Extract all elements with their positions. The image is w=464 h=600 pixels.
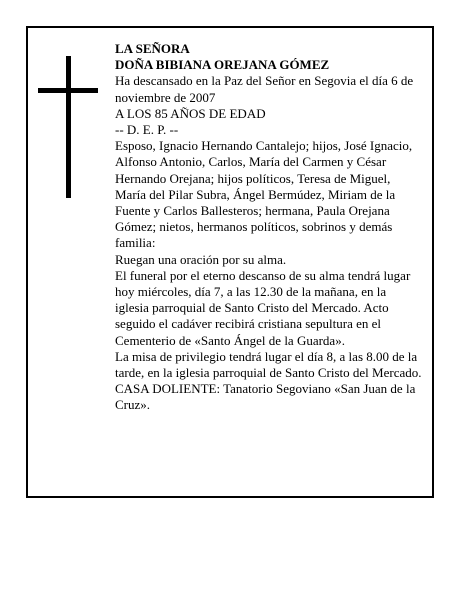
funeral-details: El funeral por el eterno descanso de su alma tendrá lugar hoy miércoles, día 7, a las 12.30 de la mañana, en la iglesia parroquial de Santo Cristo del Mercado. Acto seguido el cadáver recibirá cristiana sepultura en el Cementerio de «Santo Ángel de la Guarda». bbox=[115, 267, 411, 348]
family-list: Esposo, Ignacio Hernando Cantalejo; hijos, José Ignacio, Alfonso Antonio, Carlos, María del Carmen y César Hernando Orejana; hijos políticos, Teresa de Miguel, María del Pilar Subra, Ángel Bermúdez, Miriam de la Fuente y Carlos Ballesteros; hermana, Paula Orejana Gómez; nietos, hermanos políticos, sobrinos y demás familia: bbox=[115, 138, 413, 251]
cross-vertical-bar bbox=[66, 56, 71, 198]
mass-details: La misa de privilegio tendrá lugar el día 8, a las 8.00 de la tarde, en la iglesia parroquial de Santo Cristo del Mercado. bbox=[115, 348, 422, 381]
honorific: LA SEÑORA bbox=[115, 41, 190, 56]
age-statement: A LOS 85 AÑOS DE EDAD bbox=[115, 105, 266, 121]
rip-line: -- D. E. P. -- bbox=[115, 122, 179, 138]
death-statement: Ha descansado en la Paz del Señor en Segovia el día 6 de noviembre de 2007 bbox=[115, 73, 414, 105]
notice-text bbox=[115, 41, 422, 414]
cross-icon bbox=[38, 56, 98, 198]
prayer-request: Ruegan una oración por su alma. bbox=[115, 251, 287, 267]
cross-horizontal-bar bbox=[38, 88, 98, 93]
obituary-notice bbox=[26, 26, 434, 498]
mourning-house: CASA DOLIENTE: Tanatorio Segoviano «San Juan de la Cruz». bbox=[115, 381, 416, 413]
deceased-name: DOÑA BIBIANA OREJANA GÓMEZ bbox=[115, 57, 330, 73]
